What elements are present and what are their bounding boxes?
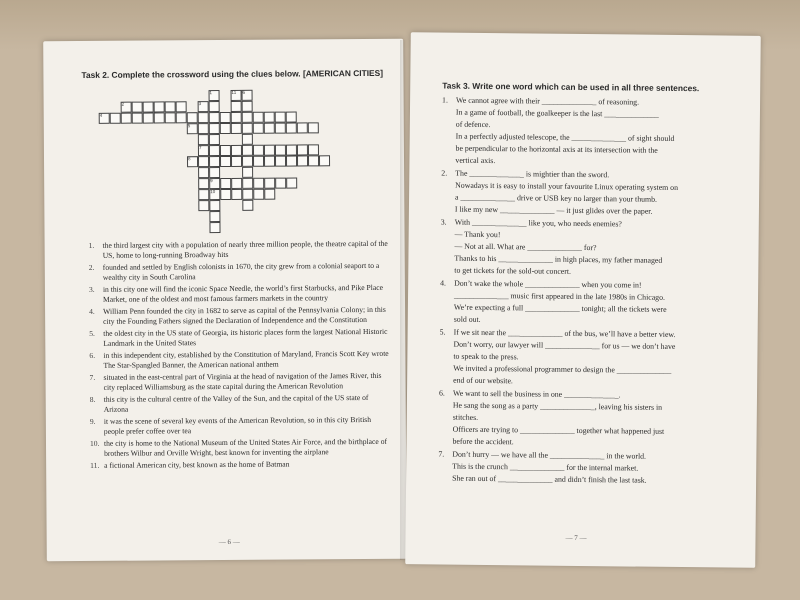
- crossword-cell[interactable]: [242, 189, 253, 200]
- crossword-cell[interactable]: [231, 189, 242, 200]
- question-number: 7.: [438, 449, 445, 459]
- task-2-title: Task 2. Complete the crossword using the clues below. [AMERICAN CITIES]: [81, 67, 384, 80]
- crossword-clues: [89, 239, 391, 473]
- clue-number: 2.: [88, 262, 95, 272]
- clue-item: [89, 239, 389, 262]
- crossword-cell[interactable]: [242, 156, 253, 167]
- question-line: a ______________ drive or USB key no larger than your thumb.: [455, 192, 658, 204]
- crossword-cell[interactable]: [209, 101, 220, 112]
- question-line: sold out.: [453, 314, 481, 324]
- question-line: — Not at all. What are ______________ for?: [454, 241, 597, 253]
- question-number: 3.: [440, 217, 447, 227]
- question-line: Don’t worry, our lawyer will ______________ for us — we don’t have: [453, 339, 676, 351]
- clue-item: [90, 415, 390, 438]
- question-line: I like my new ______________ — it just glides over the paper.: [454, 204, 653, 216]
- crossword-cell[interactable]: [231, 101, 242, 112]
- clue-text: a fictional American city, best known as the home of Batman: [104, 459, 290, 470]
- question-line: In a perfectly adjusted telescope, the ______________ of sight should: [455, 131, 675, 143]
- clue-number: 10.: [89, 438, 100, 448]
- crossword-cell[interactable]: [242, 123, 253, 134]
- crossword-cell[interactable]: [231, 178, 242, 189]
- page-number-right: — 7 —: [565, 533, 587, 543]
- crossword-number: 4: [99, 112, 103, 118]
- crossword-cell[interactable]: [264, 189, 275, 200]
- crossword-cell[interactable]: [286, 144, 297, 155]
- crossword-cell[interactable]: [275, 178, 286, 189]
- crossword-cell[interactable]: [132, 102, 143, 113]
- crossword-cell[interactable]: [187, 112, 198, 123]
- crossword-cell[interactable]: [220, 189, 231, 200]
- crossword-cell[interactable]: [209, 123, 220, 134]
- question-line: This is the crunch ______________ for the internal market.: [452, 461, 639, 473]
- crossword-cell[interactable]: [253, 112, 264, 123]
- crossword-number: 9: [210, 178, 213, 184]
- crossword-number: 8: [187, 156, 191, 162]
- task-3-title: Task 3. Write one word which can be used in all three sentences.: [442, 80, 700, 94]
- crossword-cell[interactable]: [319, 155, 330, 166]
- question-line: before the accident.: [452, 436, 514, 447]
- crossword-cell[interactable]: [297, 122, 308, 133]
- crossword-cell[interactable]: [121, 113, 132, 124]
- clue-text: founded and settled by English colonists in 1670, the city grew from a colonial seaport to a wealthy city in South Carolina: [102, 260, 380, 283]
- crossword-cell[interactable]: [231, 145, 242, 156]
- crossword-number: 10: [210, 189, 216, 195]
- crossword-cell[interactable]: [286, 177, 297, 188]
- question-line: be perpendicular to the horizontal axis at its intersection with the: [455, 143, 658, 155]
- crossword-cell[interactable]: [253, 156, 264, 167]
- crossword-cell[interactable]: [253, 145, 264, 156]
- question-item: [441, 95, 742, 170]
- clue-item: [89, 305, 389, 328]
- crossword-number: 2: [121, 101, 125, 107]
- crossword-cell[interactable]: [275, 156, 286, 167]
- question-line: to get tickets for the sold-out concert.: [454, 265, 572, 276]
- question-line: He sang the song as a party ______________, leaving his sisters in: [452, 400, 663, 412]
- question-item: [438, 387, 739, 450]
- crossword-cell[interactable]: [264, 145, 275, 156]
- clue-item: [89, 349, 389, 372]
- clue-text: the city is home to the National Museum of the United States Air Force, and the birthplace of brothers Wilbur and Orville Wright, best known for inventing the airplane: [103, 436, 388, 459]
- crossword-cell[interactable]: [253, 189, 264, 200]
- page-number-left: — 6 —: [218, 537, 240, 547]
- question-line: Don’t wake the whole ______________ when you come in!: [454, 278, 642, 290]
- crossword-number: 1: [209, 90, 213, 96]
- crossword-cell[interactable]: [209, 145, 220, 156]
- crossword-cell[interactable]: [220, 123, 231, 134]
- crossword-cell[interactable]: [242, 145, 253, 156]
- clue-text: William Penn founded the city in 1682 to serve as capital of the Pennsylvania Colony; in this city the Founding Fathers signed the Declaration of Independence and the Constitution: [103, 304, 386, 327]
- crossword-cell[interactable]: [297, 155, 308, 166]
- crossword-cell[interactable]: [220, 145, 231, 156]
- crossword-cell[interactable]: [143, 101, 154, 112]
- crossword-cell[interactable]: [286, 122, 297, 133]
- crossword-cell[interactable]: [242, 112, 253, 123]
- crossword-cell[interactable]: [253, 123, 264, 134]
- question-number: 2.: [441, 168, 448, 178]
- question-line: Don’t hurry — we have all the ______________ in the world.: [452, 449, 647, 461]
- crossword-cell[interactable]: [198, 156, 209, 167]
- crossword-cell[interactable]: [242, 200, 253, 211]
- crossword-cell[interactable]: [220, 112, 231, 123]
- question-item: [440, 217, 741, 280]
- crossword-cell[interactable]: [198, 112, 209, 123]
- crossword-cell[interactable]: [264, 156, 275, 167]
- clue-number: 6.: [89, 350, 96, 360]
- question-number: 4.: [440, 278, 447, 288]
- crossword-number: 3: [198, 101, 202, 107]
- question-line: With ______________ like you, who needs enemies?: [454, 217, 622, 229]
- crossword-cell[interactable]: [209, 211, 220, 222]
- question-line: If we sit near the ______________ of the bus, we’ll have a better view.: [453, 327, 676, 339]
- question-line: Officers are trying to ______________ together what happened just: [452, 424, 665, 436]
- crossword-cell[interactable]: [209, 112, 220, 123]
- clue-number: 11.: [90, 460, 100, 470]
- crossword-cell[interactable]: [154, 101, 165, 112]
- clue-number: 5.: [89, 328, 95, 338]
- crossword-cell[interactable]: [209, 200, 220, 211]
- clue-item: [89, 327, 389, 350]
- question-line: We cannot agree with their ______________ of reasoning.: [456, 95, 640, 107]
- crossword-cell[interactable]: [231, 123, 242, 134]
- crossword-cell[interactable]: [286, 111, 297, 122]
- question-line: We’re expecting a full ______________ tonight; all the tickets were: [453, 302, 667, 314]
- task-3-questions: [438, 95, 742, 489]
- crossword-cell[interactable]: [275, 123, 286, 134]
- crossword-cell[interactable]: [242, 167, 253, 178]
- clue-number: 7.: [89, 372, 96, 382]
- crossword-cell[interactable]: [198, 167, 209, 178]
- question-line: to speak to the press.: [453, 351, 519, 362]
- crossword-cell[interactable]: [297, 144, 308, 155]
- crossword-cell[interactable]: [209, 222, 220, 233]
- question-line: We want to sell the business in one ______________.: [452, 388, 621, 400]
- clue-number: 1.: [88, 240, 95, 250]
- clue-number: 4.: [89, 306, 95, 316]
- question-number: 5.: [439, 327, 446, 337]
- crossword-number: 7: [198, 145, 202, 151]
- crossword-cell[interactable]: [165, 101, 176, 112]
- question-line: of defence.: [455, 119, 491, 130]
- question-line: stitches.: [452, 412, 479, 422]
- crossword-cell[interactable]: [198, 123, 209, 134]
- clue-item: [89, 261, 389, 284]
- clue-number: 3.: [88, 284, 95, 294]
- crossword-number: 5: [187, 123, 191, 129]
- question-line: The ______________ is mightier than the sword.: [455, 168, 610, 180]
- clue-text: in this independent city, established by the Constitution of Maryland, Francis Scott Key wrote The Star-Spangled Banner, the American national anthem: [103, 348, 389, 371]
- crossword-cell[interactable]: [198, 134, 209, 145]
- crossword-cell[interactable]: [275, 145, 286, 156]
- crossword-cell[interactable]: [198, 189, 209, 200]
- crossword-cell[interactable]: [231, 112, 242, 123]
- question-item: [440, 278, 740, 329]
- clue-text: this city is the cultural centre of the Valley of the Sun, and the capital of the US state of Arizona: [103, 393, 369, 415]
- question-number: 6.: [438, 388, 445, 398]
- clue-text: situated in the east-central part of Virginia at the head of navigation of the James River, this city replaced Williamsburg as the state capital during the American Revolution: [103, 370, 382, 393]
- question-line: Thanks to his ______________ in high places, my father managed: [454, 253, 663, 265]
- question-item: [439, 327, 740, 390]
- right-page: [405, 32, 761, 568]
- crossword-number: 11: [231, 89, 237, 95]
- crossword-cell[interactable]: [264, 178, 275, 189]
- clue-item: [90, 393, 390, 416]
- crossword-cell[interactable]: [308, 155, 319, 166]
- clue-item: [90, 371, 390, 394]
- question-line: In a game of football, the goalkeeper is the last ______________: [455, 107, 659, 119]
- crossword-cell[interactable]: [242, 134, 253, 145]
- clue-item: [90, 437, 390, 460]
- crossword-cell[interactable]: [242, 178, 253, 189]
- crossword-cell[interactable]: [264, 123, 275, 134]
- clue-text: the third largest city with a population of nearly three million people, the theatre capital of the US, home to long-running Broadway hits: [102, 238, 388, 261]
- clue-item: [89, 283, 389, 306]
- crossword-cell[interactable]: [253, 178, 264, 189]
- crossword-cell[interactable]: [308, 144, 319, 155]
- crossword-cell[interactable]: [308, 122, 319, 133]
- crossword-cell[interactable]: [143, 112, 154, 123]
- crossword-cell[interactable]: [209, 156, 220, 167]
- question-item: [438, 448, 738, 487]
- crossword-cell[interactable]: [231, 156, 242, 167]
- clue-text: in this city one will find the iconic Space Needle, the world’s first Starbucks, and Pike Place Market, one of the oldest and most famous farmers markets in the country: [102, 282, 384, 305]
- question-line: vertical axis.: [455, 155, 496, 166]
- crossword-cell[interactable]: [209, 167, 220, 178]
- crossword-cell[interactable]: [110, 113, 121, 124]
- question-line: — Thank you!: [454, 229, 501, 240]
- clue-number: 8.: [89, 394, 96, 404]
- crossword-cell[interactable]: [242, 101, 253, 112]
- crossword-cell[interactable]: [176, 101, 187, 112]
- crossword-cell[interactable]: [220, 178, 231, 189]
- question-line: Nowadays it is easy to install your favourite Linux operating system on: [455, 180, 679, 192]
- crossword-cell[interactable]: [209, 134, 220, 145]
- clue-item: [90, 459, 390, 471]
- crossword-cell[interactable]: [264, 112, 275, 123]
- question-number: 1.: [442, 95, 448, 105]
- question-line: end of our website.: [453, 375, 513, 386]
- crossword-cell[interactable]: [275, 112, 286, 123]
- clue-text: the oldest city in the US state of Georgia, its historic places form the largest National Historic Landmark in the United States: [103, 326, 388, 349]
- crossword-cell[interactable]: [286, 155, 297, 166]
- crossword-cell[interactable]: [176, 112, 187, 123]
- question-line: She ran out of ______________ and didn’t finish the last task.: [452, 473, 647, 485]
- crossword-cell[interactable]: [198, 200, 209, 211]
- crossword-number: 6: [242, 89, 246, 95]
- clue-text: it was the scene of several key events of the American Revolution, so in this city British people prefer coffee over tea: [103, 414, 372, 437]
- crossword-cell[interactable]: [198, 178, 209, 189]
- crossword-cell[interactable]: [132, 113, 143, 124]
- crossword-cell[interactable]: [154, 112, 165, 123]
- question-line: We invited a professional programmer to design the ______________: [453, 363, 672, 375]
- question-line: ______________ music first appeared in the late 1980s in Chicago.: [453, 290, 666, 302]
- crossword-cell[interactable]: [165, 112, 176, 123]
- question-item: [441, 168, 741, 219]
- clue-number: 9.: [89, 416, 96, 426]
- crossword-cell[interactable]: [220, 156, 231, 167]
- left-page: [43, 39, 407, 562]
